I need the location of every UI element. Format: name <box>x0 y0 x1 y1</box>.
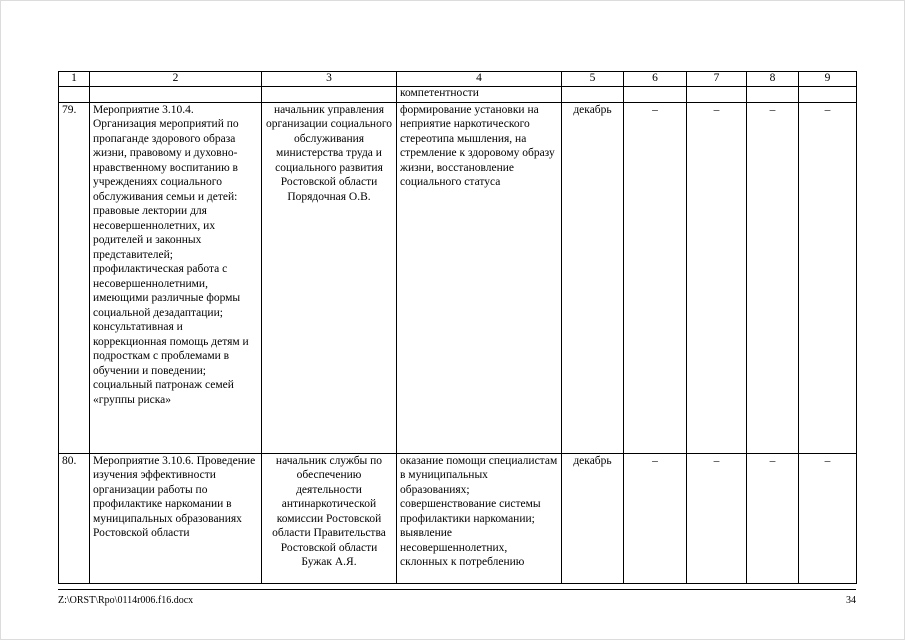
carryover-cell-empty <box>687 87 747 103</box>
cell-dash: – <box>799 103 857 454</box>
cell-expected-result: оказание помощи специалистам в муниципальных образованиях; совершенствование системы профилактики наркомании; выявление несовершеннолетних, склонных к потреблению <box>397 454 562 584</box>
cell-dash: – <box>624 454 687 584</box>
footer-page-number: 34 <box>846 595 856 606</box>
cell-dash: – <box>624 103 687 454</box>
cell-term: декабрь <box>562 103 624 454</box>
carryover-cell-text: компетентности <box>397 87 562 103</box>
column-number-6: 6 <box>624 72 687 87</box>
cell-activity: Мероприятие 3.10.4. Организация мероприятий по пропаганде здорового образа жизни, правовому и духовно-нравственному воспитанию в учреждениях социального обслуживания семьи и детей: правовые лектории для несовершеннолетних, их родителей и законных представителей; профилактическая работа с несовершеннолетними, имеющими различные формы социальной дезадаптации; консультативная и коррекционная помощь детям и подросткам с проблемами в обучении и поведении; социальный патронаж семей «группы риска» <box>90 103 262 454</box>
column-number-5: 5 <box>562 72 624 87</box>
cell-row-number: 80. <box>59 454 90 584</box>
column-number-4: 4 <box>397 72 562 87</box>
cell-dash: – <box>687 103 747 454</box>
column-number-3: 3 <box>262 72 397 87</box>
column-number-2: 2 <box>90 72 262 87</box>
cell-responsible: начальник управления организации социального обслуживания министерства труда и социального развития Ростовской области Порядочная О.В. <box>262 103 397 454</box>
column-number-1: 1 <box>59 72 90 87</box>
document-table <box>58 71 857 584</box>
column-number-9: 9 <box>799 72 857 87</box>
table-header-row <box>59 72 857 87</box>
cell-dash: – <box>747 454 799 584</box>
cell-dash: – <box>799 454 857 584</box>
table-carryover-row <box>59 87 857 103</box>
cell-term: декабрь <box>562 454 624 584</box>
carryover-cell-empty <box>562 87 624 103</box>
table-row-80 <box>59 454 857 584</box>
column-number-7: 7 <box>687 72 747 87</box>
column-number-8: 8 <box>747 72 799 87</box>
cell-dash: – <box>687 454 747 584</box>
footer-file-path: Z:\ORST\Rpo\0114r006.f16.docx <box>58 595 194 606</box>
page-footer <box>58 589 856 607</box>
carryover-cell-empty <box>747 87 799 103</box>
carryover-cell-empty <box>262 87 397 103</box>
carryover-cell-empty <box>59 87 90 103</box>
cell-expected-result: формирование установки на неприятие наркотического стереотипа мышления, на стремление к здоровому образу жизни, восстановление социального статуса <box>397 103 562 454</box>
cell-dash: – <box>747 103 799 454</box>
table-row-79 <box>59 103 857 454</box>
cell-responsible: начальник службы по обеспечению деятельности антинаркотической комиссии Ростовской области Правительства Ростовской области Бужак А.Я. <box>262 454 397 584</box>
carryover-cell-empty <box>799 87 857 103</box>
cell-activity: Мероприятие 3.10.6. Проведение изучения эффективности организации работы по профилактике наркомании в муниципальных образованиях Ростовской области <box>90 454 262 584</box>
carryover-cell-empty <box>90 87 262 103</box>
carryover-cell-empty <box>624 87 687 103</box>
cell-row-number: 79. <box>59 103 90 454</box>
